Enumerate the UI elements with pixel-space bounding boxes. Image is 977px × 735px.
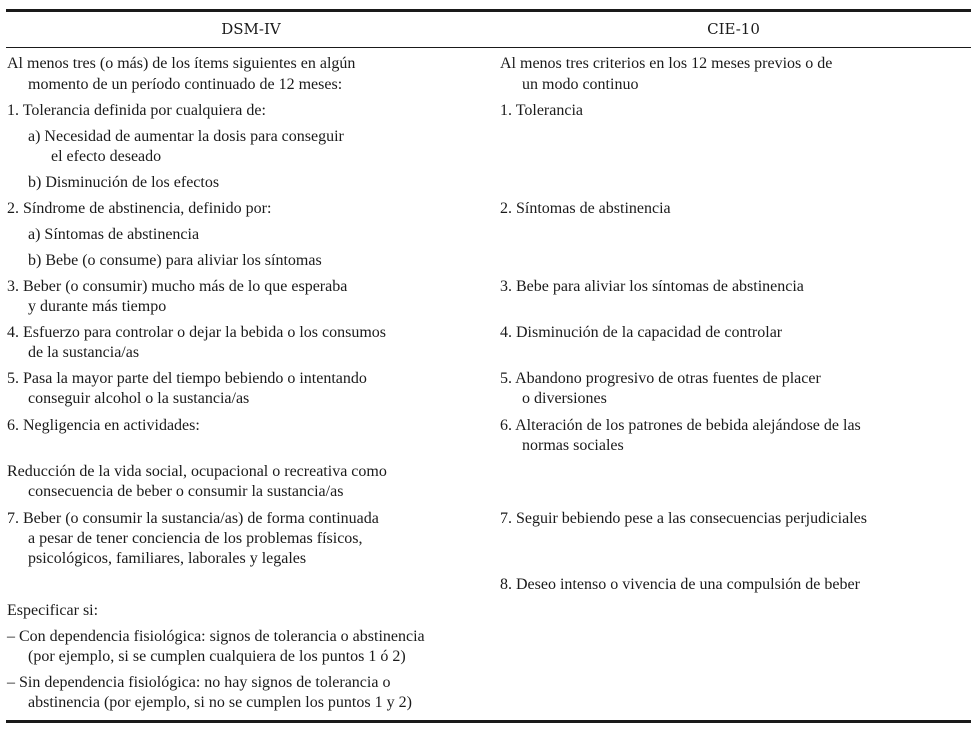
dsm-intro-line-1: Al menos tres (o más) de los ítems siguientes en algún (7, 55, 356, 72)
dsm-item-5-cont: conseguir alcohol o la sustancia/as (28, 390, 250, 407)
dsm-item-5: 5. Pasa la mayor parte del tiempo bebiendo o intentando (7, 370, 367, 387)
dsm-item-4-cont: de la sustancia/as (28, 344, 140, 361)
cie-item-4: 4. Disminución de la capacidad de controlar (500, 324, 783, 341)
dsm-specify-without: – Sin dependencia fisiológica: no hay signos de tolerancia o (7, 674, 391, 691)
dsm-item-4: 4. Esfuerzo para controlar o dejar la bebida o los consumos (7, 324, 386, 341)
cie-intro-line-2: un modo continuo (522, 76, 639, 93)
dsm-item-6-detail-cont: consecuencia de beber o consumir la sustancia/as (28, 483, 344, 500)
header-rule (6, 47, 971, 48)
cie-item-5: 5. Abandono progresivo de otras fuentes de placer (500, 370, 821, 387)
bottom-rule (6, 720, 971, 723)
cie-item-5-cont: o diversiones (522, 390, 607, 407)
dsm-item-2a: a) Síntomas de abstinencia (28, 226, 200, 243)
dsm-item-3-cont: y durante más tiempo (28, 298, 167, 315)
dsm-item-1b: b) Disminución de los efectos (28, 174, 220, 191)
dsm-item-7-cont-2: psicológicos, familiares, laborales y legales (28, 550, 307, 567)
cie-item-7: 7. Seguir bebiendo pese a las consecuencias perjudiciales (500, 510, 867, 527)
header-cie-10: CIE-10 (707, 20, 760, 38)
dsm-item-1a: a) Necesidad de aumentar la dosis para conseguir (28, 128, 344, 145)
cie-item-8: 8. Deseo intenso o vivencia de una compulsión de beber (500, 576, 860, 593)
cie-item-1: 1. Tolerancia (500, 102, 583, 119)
dsm-item-6: 6. Negligencia en actividades: (7, 417, 200, 434)
dsm-item-7: 7. Beber (o consumir la sustancia/as) de forma continuada (7, 510, 379, 527)
cie-item-6: 6. Alteración de los patrones de bebida alejándose de las (500, 417, 861, 434)
dsm-item-1a-cont: el efecto deseado (51, 148, 162, 165)
top-rule (6, 9, 971, 12)
dsm-item-1: 1. Tolerancia definida por cualquiera de: (7, 102, 266, 119)
dsm-specify-with: – Con dependencia fisiológica: signos de tolerancia o abstinencia (7, 628, 425, 645)
dsm-specify: Especificar si: (7, 602, 99, 619)
cie-item-6-cont: normas sociales (522, 437, 624, 454)
header-dsm-iv: DSM-IV (221, 20, 281, 38)
dsm-item-7-cont-1: a pesar de tener conciencia de los problemas físicos, (28, 530, 363, 547)
cie-item-3: 3. Bebe para aliviar los síntomas de abstinencia (500, 278, 804, 295)
cie-item-2: 2. Síntomas de abstinencia (500, 200, 671, 217)
dsm-specify-without-cont: abstinencia (por ejemplo, si no se cumplen los puntos 1 y 2) (28, 694, 412, 711)
dsm-item-3: 3. Beber (o consumir) mucho más de lo que esperaba (7, 278, 348, 295)
dsm-intro-line-2: momento de un período continuado de 12 meses: (28, 76, 343, 93)
dsm-item-2: 2. Síndrome de abstinencia, definido por: (7, 200, 272, 217)
dsm-item-6-detail: Reducción de la vida social, ocupacional o recreativa como (7, 463, 387, 480)
dsm-specify-with-cont: (por ejemplo, si se cumplen cualquiera de los puntos 1 ó 2) (28, 648, 406, 665)
cie-intro-line-1: Al menos tres criterios en los 12 meses previos o de (500, 55, 833, 72)
dsm-item-2b: b) Bebe (o consume) para aliviar los síntomas (28, 252, 322, 269)
